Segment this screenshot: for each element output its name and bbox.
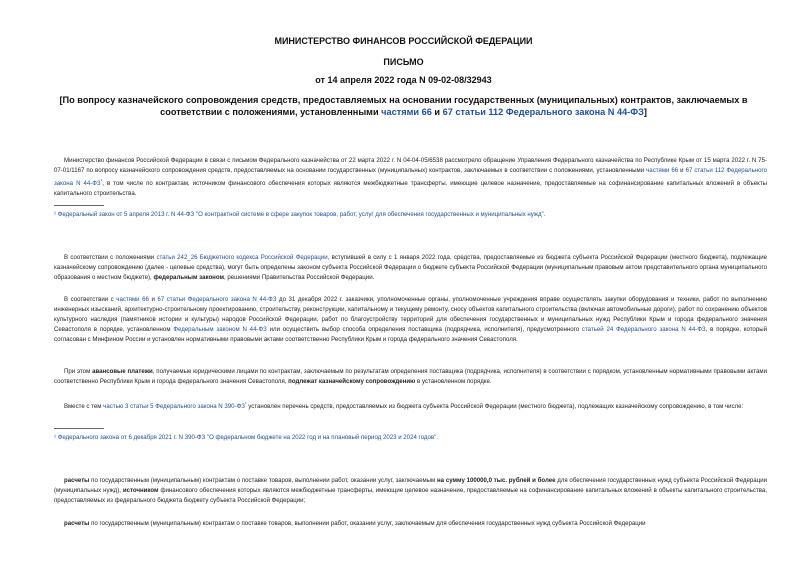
title-end: ] <box>643 107 647 117</box>
p1-text-2: и <box>678 167 686 174</box>
title-link-article-112[interactable]: 67 статьи 112 Федерального закона N 44-ФЗ <box>442 107 644 117</box>
footnote-divider-1 <box>54 205 104 206</box>
footnote-1[interactable]: ¹ Федеральный закон от 5 апреля 2013 г. N 44-ФЗ "О контрактной системе в сфере закупок товаров, работ, услуг для обеспечения государственных и муниципальных нужд". <box>54 211 546 218</box>
p5-text-2: установлен перечень средств, предоставляемых из бюджета субъекта Российской Федерации (местного бюджета), подлежащих казначейскому сопровождению, в том числе: <box>246 403 744 411</box>
paragraph-7 <box>54 519 767 529</box>
p3-text-5: , в порядке, который согласован с Минфином России и установлен нормативными правовыми актами соответственно Республики Крым и города федерального значения Севастополя. <box>54 326 767 343</box>
p2-text-1: В соответствии с положениями <box>64 254 157 261</box>
p7-text-1: по государственным (муниципальным) контрактам о поставке товаров, выполнении работ, оказании услуг, заключаемым для обеспечения государственных нужд субъекта Российской Федерации <box>89 520 646 527</box>
ministry-heading: МИНИСТЕРСТВО ФИНАНСОВ РОССИЙСКОЙ ФЕДЕРАЦИИ <box>274 36 533 46</box>
date-number-heading: от 14 апреля 2022 года N 09-02-08/32943 <box>315 75 492 85</box>
p6-text-2: для обеспечения государственных нужд субъекта Российской Федерации (муниципальных нужд), <box>54 477 767 494</box>
paragraph-4 <box>54 367 767 387</box>
paragraph-5 <box>54 399 767 412</box>
p2-bold-federal-law: федеральным законом <box>153 274 225 281</box>
p3-text-1: В соответствии с <box>64 296 117 303</box>
p3-text-3: до 31 декабря 2022 г. заказчики, уполномоченные органы, уполномоченные учреждения вправе осуществлять закупки оборудования и техники, работ по выполнению инженерных изысканий, архитектурно-строительному проектированию, строительству, реконструкции, капитальному и текущему ремонту, сносу объектов капитального строительства (включая автомобильные дороги), работ по сохранению объектов культурного наследия (памятников истории и культуры) народов Российской Федерации, работ по благоустройству территорий для обеспечения государственных и муниципальных нужд Республики Крым и города федерального значения Севастополя в порядке, установленном <box>54 296 767 333</box>
p3-text-4: или осуществить выбор способа определения поставщика (подрядчика, исполнителя), предусмотренного <box>266 326 582 333</box>
title-and: и <box>431 107 443 117</box>
p1-link-part-66[interactable]: частями 66 <box>646 167 679 174</box>
document-title <box>40 94 767 118</box>
p2-text-3: , решениями Правительства Российской Федерации. <box>224 274 375 281</box>
p5-text-1: Вместе с тем <box>64 403 104 411</box>
p6-bold-amount: на сумму 100000,0 тыс. рублей и более <box>437 477 556 484</box>
p6-bold-source: источником <box>122 487 159 494</box>
p1-footnote-ref[interactable]: ¹ <box>100 178 103 184</box>
p5-link-article-5[interactable]: частью 3 статьи 5 Федерального закона N 390-ФЗ <box>103 403 245 411</box>
p2-link-budget-code[interactable]: статьи 242_26 Бюджетного кодекса Российской Федерации <box>156 254 328 261</box>
p4-bold-advance-payments: авансовые платежи <box>92 368 153 375</box>
p4-bold-treasury-support: подлежат казначейскому сопровождению <box>288 378 416 385</box>
p5-footnote-ref[interactable]: ¹ <box>244 401 247 407</box>
p3-text-2: и <box>148 296 158 303</box>
p4-text-2: , получаемые юридическими лицами по контрактам, заключаемым по результатам определения поставщика (подрядчика, исполнителя) в соответствии с порядком, установленным нормативными правовыми актами соответственно Республики Крым и города федерального значения Севастополя, <box>54 368 767 385</box>
p3-link-article-24[interactable]: статьей 24 Федерального закона N 44-ФЗ <box>581 326 706 333</box>
p4-text-1: При этом <box>64 368 93 375</box>
footnote-2[interactable]: ¹ Федерального закона от 6 декабря 2021 г. N 390-ФЗ "О федеральном бюджете на 2022 год и на плановый период 2023 и 2024 годов". <box>54 434 438 441</box>
p3-link-part-66[interactable]: частями 66 <box>116 296 149 303</box>
paragraph-1 <box>54 156 767 199</box>
p1-link-article-112[interactable]: 67 статьи 112 Федерального закона N 44-ФЗ <box>54 167 767 188</box>
p6-text-3: финансового обеспечения которых являются межбюджетные трансферты, имеющие целевое назначение, предоставляемые на софинансирование капитальных вложений в объекты капитального строительства, предоставляемых из федерального бюджета бюджету субъекта Российской Федерации; <box>54 487 767 504</box>
p3-link-part-67[interactable]: 67 статьи Федерального закона N 44-ФЗ <box>157 296 277 303</box>
paragraph-6 <box>54 476 767 506</box>
p7-bold-calculations: расчеты <box>64 520 90 527</box>
p6-bold-calculations: расчеты <box>64 477 90 484</box>
title-link-part-66[interactable]: частями 66 <box>381 107 432 117</box>
p1-text-3: , в том числе по контрактам, источником финансового обеспечения которых являются межбюджетные трансферты, имеющие целевое назначение, предоставляемые на софинансирование капитальных вложений в объекты капитального строительства. <box>54 180 767 198</box>
title-text: [По вопросу казначейского сопровождения средств, предоставляемых на основании государственных (муниципальных) контрактов, заключаемых в соответствии с положениями, установленными <box>59 95 748 117</box>
paragraph-3 <box>54 295 767 345</box>
p2-text-2: , вступившей в силу с 1 января 2022 года, средства, предоставляемые из бюджета субъекта Российской Федерации (местного бюджета), подлежащие казначейскому сопровождению (далее - целевые средства), могут быть определены законом субъекта Российской Федерации о бюджете субъекта Российской Федерации (муниципальным правовым актом представительного органа муниципального образования о местном бюджете), <box>54 254 767 281</box>
paragraph-2 <box>54 253 767 283</box>
p4-text-3: в установленном порядке. <box>415 378 492 385</box>
p3-link-law-44[interactable]: Федеральным законом N 44-ФЗ <box>173 326 267 333</box>
footnote-divider-2 <box>54 428 104 429</box>
p1-text-1: Министерство финансов Российской Федерации в связи с письмом Федерального казначейства от 22 марта 2022 г. N 04-04-05/6538 рассмотрело обращение Управления Федерального казначейства по Республике Крым от 15 марта 2022 г. N 75-07-01/1167 по вопросу казначейского сопровождения средств, предоставляемых на основании государственных (муниципальных) контрактов, заключаемых в соответствии с положениями, установленными <box>54 157 767 174</box>
p6-text-1: по государственным (муниципальным) контрактам о поставке товаров, выполнении работ, оказании услуг, заключаемым <box>89 477 437 484</box>
doc-type-heading: ПИСЬМО <box>383 57 424 67</box>
